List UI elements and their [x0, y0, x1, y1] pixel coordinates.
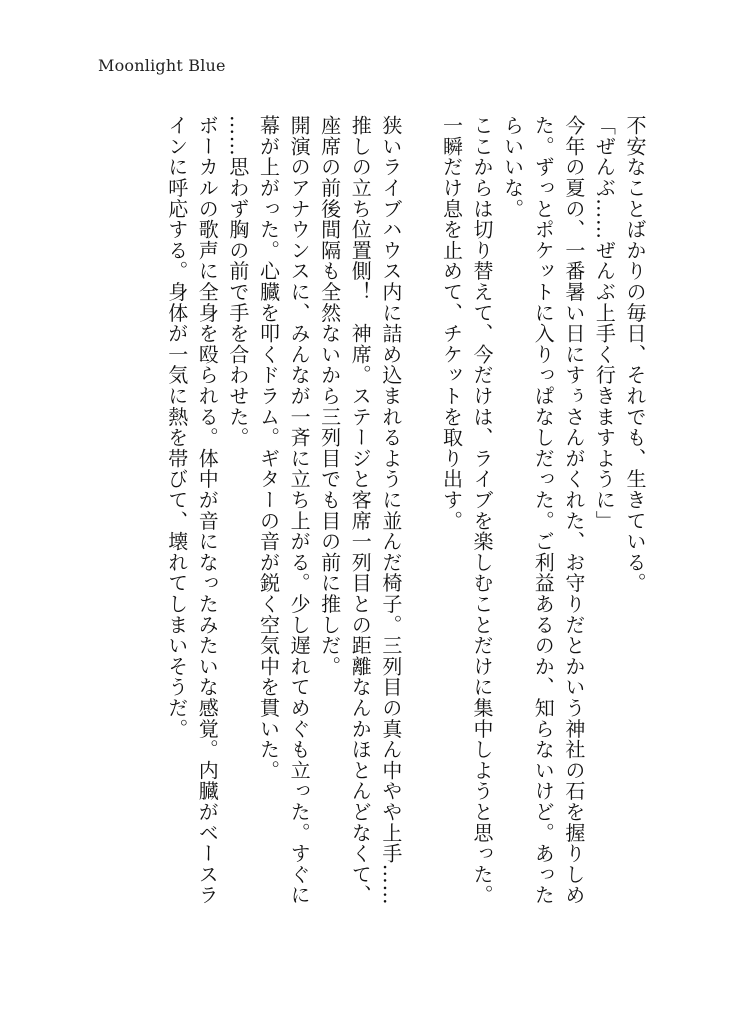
paragraph: 今年の夏の、一番暑い日にすぅさんがくれた、お守りだとかいう神社の石を握りしめた。ずっとポケットに入りっぱなしだった。ご利益あるのか、知らないけど。あったらいいな。 [500, 115, 586, 906]
paragraph: ボーカルの歌声に全身を殴られる。体中が音になったみたいな感覚。内臓がベースラインに呼応する。身体が一気に熱を帯びて、壊れてしまいそうだ。 [164, 115, 220, 906]
paragraph: 開演のアナウンスに、みんなが一斉に立ち上がる。少し遅れてめぐも立った。すぐに幕が上がった。心臓を叩くドラム。ギターの音が鋭く空気中を貫いた。 [256, 115, 312, 906]
paragraph: 「ぜんぶ……ぜんぶ上手く行きますように」 [592, 115, 617, 531]
paragraph: ここからは切り替えて、今だけは、ライブを楽しむことだけに集中しようと思った。一瞬だけ息を止めて、チケットを取り出す。 [439, 115, 495, 906]
running-header-title: Moonlight Blue [98, 56, 226, 75]
paragraph: ……思わず胸の前で手を合わせた。 [225, 115, 250, 448]
paragraph: 狭いライブハウス内に詰め込まれるように並んだ椅子。三列目の真ん中やや上手……推しの立ち位置側！ 神席。ステージと客席一列目との距離なんかほとんどなくて、座席の前後間隔も全然ないから三列目でも目の前に推しだ。 [317, 115, 403, 906]
vertical-body-text [90, 115, 650, 925]
paragraph: 不安なことばかりの毎日、それでも、生きている。 [623, 115, 647, 594]
